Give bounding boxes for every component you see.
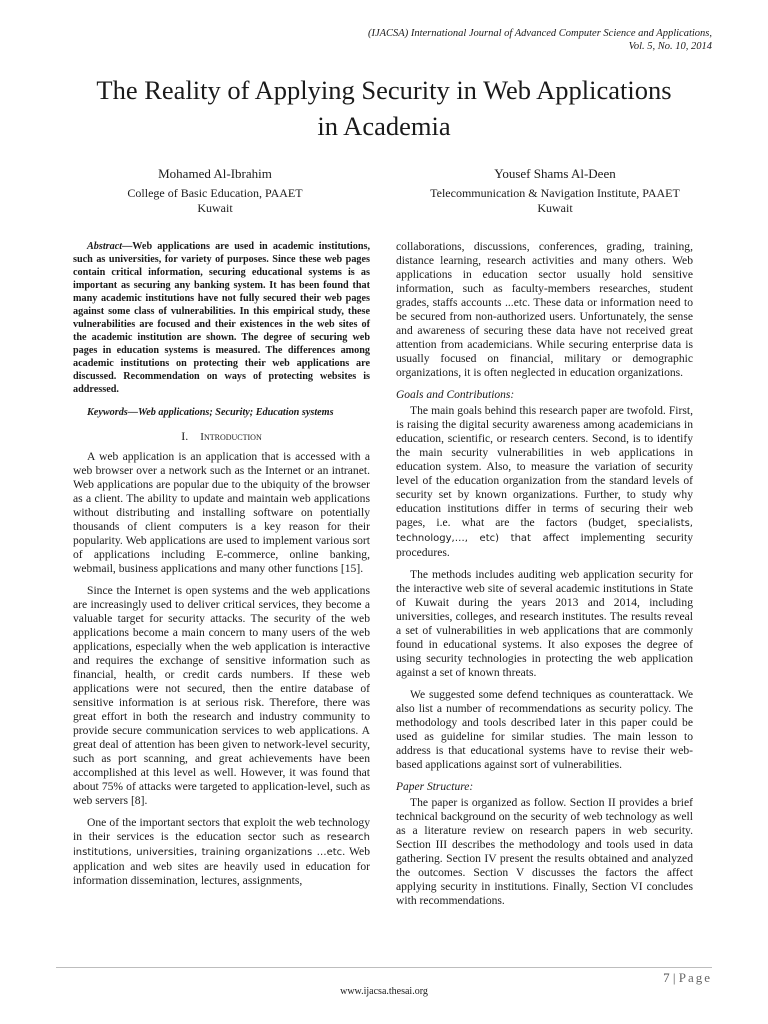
section-heading-introduction [73, 429, 370, 444]
page-number-value: 7 [663, 970, 670, 985]
left-column [73, 240, 370, 896]
section-title: Introduction [200, 431, 262, 443]
title-line-2: in Academia [317, 111, 451, 141]
title-line-1: The Reality of Applying Security in Web Applications [96, 75, 672, 105]
right-column [396, 240, 693, 916]
page-number [663, 970, 712, 986]
intro-paragraph-1: A web application is an application that is accessed with a web browser over a network such as the Internet or an intranet. Web applications are popular due to the ubiquity of the browser as a client. The ability to update and maintain web applications without distributing and installing software on potentially thousands of client computers is a key reason for their popularity. Web applications are used to implement various sort of applications including E-commerce, online banking, webmail, business applications and many other functions [15]. [73, 450, 370, 575]
intro-paragraph-continued: collaborations, discussions, conferences, grading, training, distance learning, research activities and many others. Web applications in education sector usually hold sensitive information, such as faculty-members researches, student grades, staffs accounts ...etc. These data or information need to be secured from non-authorized users. Unfortunately, the sense and awareness of securing these data have not received great attention from academicians. While securing enterprise data is usually focused on financial, military or demographic organizations, it is often neglected in education organizations. [396, 240, 693, 379]
journal-line-1: (IJACSA) International Journal of Advanced Computer Science and Applications, [367, 28, 712, 39]
paper-title [40, 72, 728, 144]
abstract [73, 240, 370, 396]
author-name: Yousef Shams Al-Deen [494, 166, 616, 181]
intro-paragraph-3 [73, 816, 370, 888]
paragraph-fragment: specialists, technology,…, etc) that aff [396, 518, 693, 544]
paragraph-fragment: . Web application and web sites are heavily used in education for information dissemination, lectures, assignments, [73, 845, 371, 887]
subheading-goals: Goals and Contributions: [396, 389, 515, 401]
abstract-label: Abstract [87, 241, 123, 252]
author-affiliation: Telecommunication & Navigation Institute, PAAET [430, 186, 680, 200]
journal-header [368, 27, 712, 53]
structure-paragraph: The paper is organized as follow. Section II provides a brief technical background on the security of web technology as well as a literature review on research papers in web security. Section III describes the methodology and tools used in data gathering. Section IV present the results obtained and analyzed the outcomes. Section V discusses the factors the affect applying security in institutions. Finally, Section VI concludes with recommendations. [396, 796, 693, 907]
defense-paragraph: We suggested some defend techniques as counterattack. We also list a number of recommendations as security policy. The methodology and tools described later in this paper could be used as guideline for similar studies. The main lesson to address is that educational systems have to revise their web-based applications against sort of vulnerabilities. [396, 688, 693, 771]
author-affiliation: College of Basic Education, PAAET [127, 186, 303, 200]
page-separator: | [669, 970, 679, 985]
footer-divider [56, 967, 712, 968]
intro-paragraph-2: Since the Internet is open systems and the web applications are increasingly used to deliver critical services, they become a valuable target for security attacks. The security of the web applications become a main concern to many users of the web applications, especially when the web application is interactive and requires the exchange of sensitive information such as financial, health, or credit cards numbers. If these web applications were not secured, then the entire database of sensitive information is at serious risk. Therefore, there was great effort in both the research and industry community to provide secure communication services to web applications. A great deal of attention has been given to network-level security, such as port scanning, and great achievements have been accomplished at this level as well. However, it was found that about 75% of attacks were targeted to application-level, such as web servers [8]. [73, 584, 370, 807]
keywords: Keywords—Web applications; Security; Education systems [87, 407, 334, 418]
author-block-1 [50, 166, 380, 216]
author-block-2 [390, 166, 720, 216]
journal-line-2: Vol. 5, No. 10, 2014 [628, 41, 712, 52]
author-country: Kuwait [197, 201, 233, 215]
paragraph-fragment: ect implementing security procedures. [396, 531, 693, 559]
subheading-structure: Paper Structure: [396, 781, 474, 793]
footer-url: www.ijacsa.thesai.org [340, 986, 428, 997]
paragraph-fragment: One of the important sectors that exploit the web technology in their services is the education sector such as [73, 816, 370, 843]
page-word: Page [678, 970, 712, 985]
abstract-text: —Web applications are used in academic institutions, such as universities, for variety of purposes. Since these web pages contain critical information, securing educational systems is as important as securing any banking system. It has been found that many academic institutions have not fully secured their web pages against some class of vulnerabilities. In this empirical study, these vulnerabilities are focused and their existences in the web sites of the academic institution are shown. The degree of securing web pages in education systems is measured. The differences among academic institutions on protecting their web applications are discussed. Recommendation on ways of protecting websites is addressed. [73, 241, 370, 395]
author-country: Kuwait [537, 201, 573, 215]
section-number: I. [181, 429, 189, 443]
author-name: Mohamed Al-Ibrahim [158, 166, 272, 181]
goals-paragraph [396, 404, 693, 560]
paragraph-fragment: The main goals behind this research paper are twofold. First, is raising the digital security awareness among academicians in education, scientific, or research centers. Second, is to identify the main security vulnerabilities in web applications in education system. Also, to measure the variation of security level of the education organization from the standard levels of security set by known organizations. Further, to study why education institutions differ in terms of securing their web pages, i.e. what are the factors (budget, [396, 404, 693, 529]
paragraph-fragment: research institutions, universities, training organizations …etc [73, 832, 370, 858]
methods-paragraph: The methods includes auditing web application security for the interactive web site of several academic institutions in State of Kuwait during the years 2013 and 2014, including universities, colleges, and research institutes. The results reveal a set of vulnerabilities in web applications that are commonly found in educational systems. It also exposes the degree of using security technologies in protecting the web application against a set of known threats. [396, 568, 693, 679]
